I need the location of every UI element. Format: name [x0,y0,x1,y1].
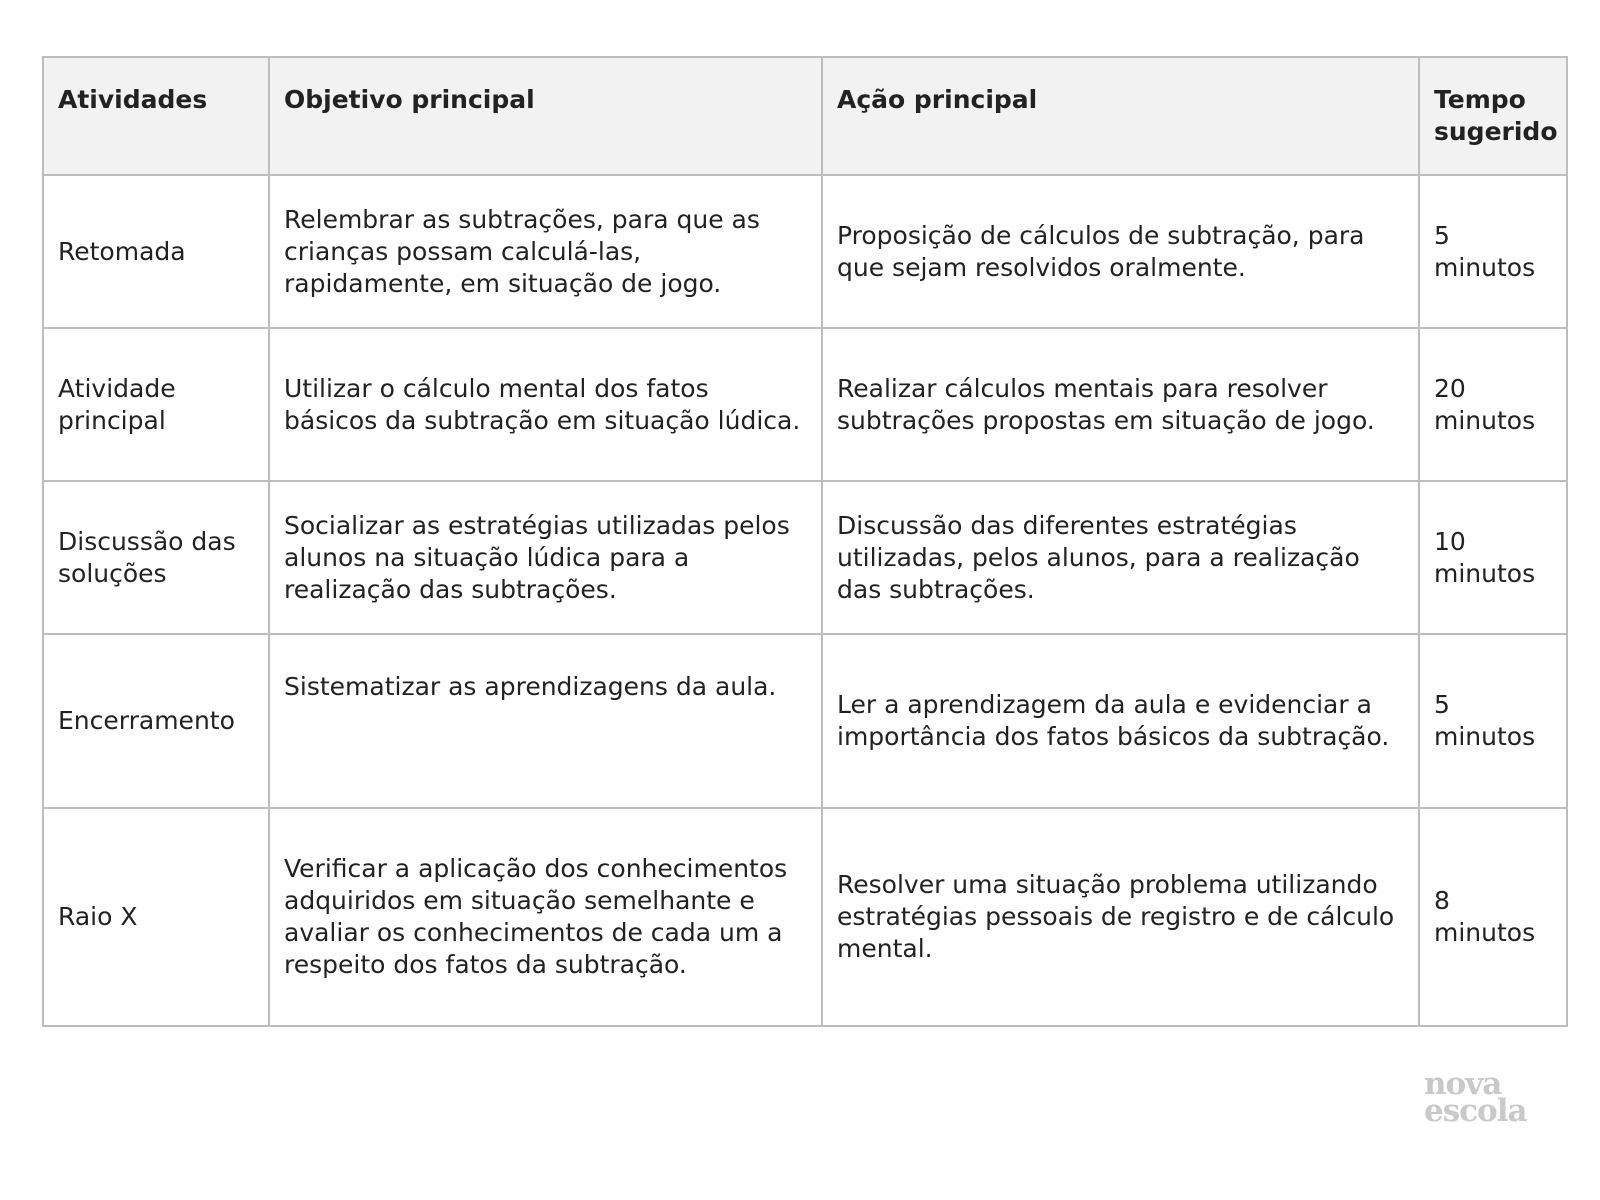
table-header-row [43,57,1567,175]
cell-atividade: Retomada [43,175,269,328]
logo-line-escola: escola [1424,1093,1527,1129]
cell-acao: Realizar cálculos mentais para resolver subtrações propostas em situação de jogo. [822,328,1419,481]
cell-atividade: Discussão das soluções [43,481,269,634]
cell-objetivo: Utilizar o cálculo mental dos fatos básicos da subtração em situação lúdica. [269,328,822,481]
header-tempo: Tempo sugerido [1419,57,1567,175]
nova-escola-logo [1424,1066,1544,1129]
cell-atividade: Raio X [43,808,269,1026]
cell-tempo: 10 minutos [1419,481,1567,634]
table-row [43,808,1567,1026]
table-row [43,175,1567,328]
cell-atividade: Atividade principal [43,328,269,481]
cell-acao: Discussão das diferentes estratégias utilizadas, pelos alunos, para a realização das subtrações. [822,481,1419,634]
table-row [43,481,1567,634]
logo-line-nova: nova [1424,1066,1502,1102]
cell-tempo: 8 minutos [1419,808,1567,1026]
cell-objetivo: Verificar a aplicação dos conhecimentos adquiridos em situação semelhante e avaliar os conhecimentos de cada um a respeito dos fatos da subtração. [269,808,822,1026]
cell-acao: Proposição de cálculos de subtração, para que sejam resolvidos oralmente. [822,175,1419,328]
header-objetivo: Objetivo principal [269,57,822,175]
cell-objetivo: Sistematizar as aprendizagens da aula. [269,634,822,808]
cell-acao: Ler a aprendizagem da aula e evidenciar a importância dos fatos básicos da subtração. [822,634,1419,808]
header-acao: Ação principal [822,57,1419,175]
header-atividades: Atividades [43,57,269,175]
cell-acao: Resolver uma situação problema utilizando estratégias pessoais de registro e de cálculo mental. [822,808,1419,1026]
cell-atividade: Encerramento [43,634,269,808]
cell-tempo: 5 minutos [1419,634,1567,808]
cell-objetivo: Socializar as estratégias utilizadas pelos alunos na situação lúdica para a realização das subtrações. [269,481,822,634]
table-row [43,634,1567,808]
cell-tempo: 20 minutos [1419,328,1567,481]
cell-tempo: 5 minutos [1419,175,1567,328]
lesson-plan-table [42,56,1568,1027]
cell-objetivo: Relembrar as subtrações, para que as crianças possam calculá-las, rapidamente, em situação de jogo. [269,175,822,328]
table-row [43,328,1567,481]
